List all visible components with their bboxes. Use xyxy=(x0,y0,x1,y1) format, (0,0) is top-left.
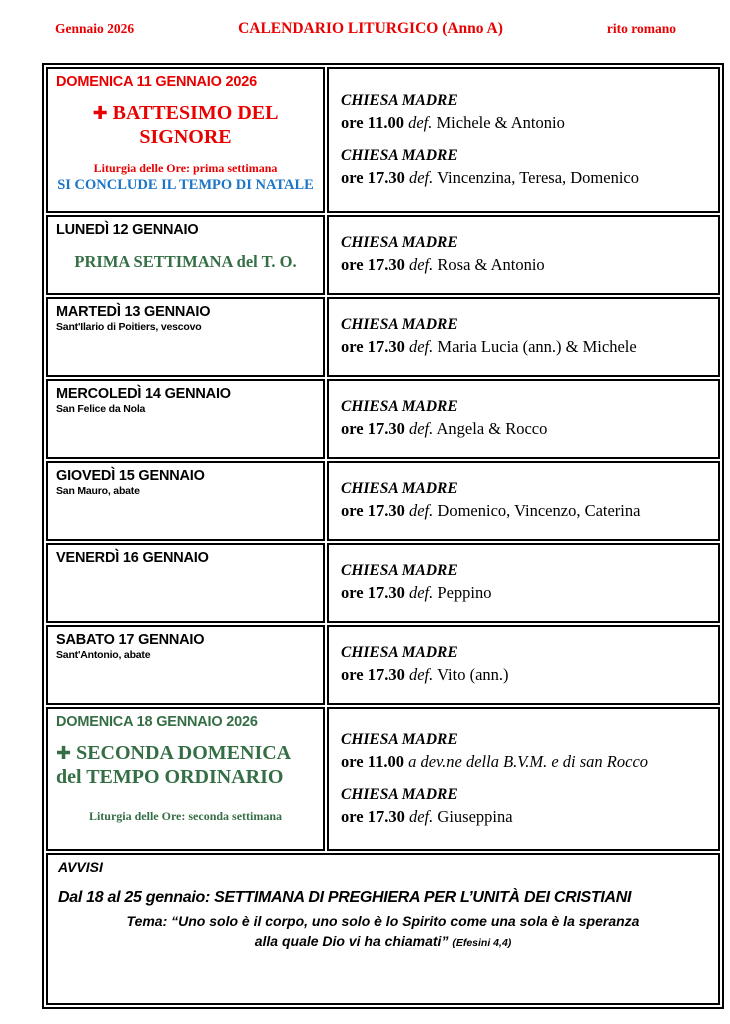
service-entry xyxy=(341,315,710,358)
services-cell xyxy=(327,297,720,377)
services-cell xyxy=(327,67,720,213)
table-row xyxy=(46,215,720,295)
church-name: CHIESA MADRE xyxy=(341,730,458,748)
church-name: CHIESA MADRE xyxy=(341,644,458,662)
feast-title: ✚ BATTESIMO DEL SIGNORE xyxy=(92,102,279,149)
church-name: CHIESA MADRE xyxy=(341,316,458,334)
page-title: CALENDARIO LITURGICO (Anno A) xyxy=(238,20,503,37)
services-cell xyxy=(327,379,720,459)
liturgical-calendar-table xyxy=(42,63,724,1009)
church-name: CHIESA MADRE xyxy=(341,234,458,252)
services-cell xyxy=(327,461,720,541)
saint-of-day: San Mauro, abate xyxy=(56,485,140,498)
mass-intention: ore 11.00 def. Michele & Antonio xyxy=(341,112,565,132)
avvisi-cell xyxy=(46,853,720,1005)
avvisi-theme: Tema: “Uno solo è il corpo, uno solo è lo Spirito come una sola è la speranza alla quale Dio vi ha chiamati” (Efesini 4,4) xyxy=(126,913,640,950)
church-name: CHIESA MADRE xyxy=(341,91,458,109)
saint-of-day: Sant'Ilario di Poitiers, vescovo xyxy=(56,321,202,334)
liturgia-ore-note: Liturgia delle Ore: prima settimana xyxy=(93,161,278,176)
services-cell xyxy=(327,215,720,295)
mass-intention: ore 11.00 a dev.ne della B.V.M. e di san Rocco xyxy=(341,751,649,771)
header-rite: rito romano xyxy=(606,21,676,36)
cross-icon: ✚ xyxy=(92,103,108,125)
services-cell xyxy=(327,707,720,851)
service-entry xyxy=(341,785,710,828)
mass-intention: ore 17.30 def. Domenico, Vincenzo, Caterina xyxy=(341,501,641,521)
church-name: CHIESA MADRE xyxy=(341,786,458,803)
saint-of-day: San Felice da Nola xyxy=(56,403,146,416)
feast-title: PRIMA SETTIMANA del T. O. xyxy=(74,252,297,272)
day-cell-domenica-11 xyxy=(46,67,325,213)
day-title: DOMENICA 18 GENNAIO 2026 xyxy=(56,714,258,730)
season-note: SI CONCLUDE IL TEMPO DI NATALE xyxy=(57,177,314,194)
table-row xyxy=(46,297,720,377)
service-entry xyxy=(341,479,710,522)
day-cell-sabato-17 xyxy=(46,625,325,705)
avvisi-title: AVVISI xyxy=(58,859,103,875)
day-cell-domenica-18 xyxy=(46,707,325,851)
mass-intention: ore 17.30 def. Vincenzina, Teresa, Domenico xyxy=(341,167,639,187)
mass-intention: ore 17.30 def. Rosa & Antonio xyxy=(341,255,545,275)
service-entry xyxy=(341,561,710,604)
day-title: MARTEDÌ 13 GENNAIO xyxy=(56,304,211,320)
service-entry xyxy=(341,730,710,773)
church-name: CHIESA MADRE xyxy=(341,480,458,498)
church-name: CHIESA MADRE xyxy=(341,562,458,580)
day-title: DOMENICA 11 GENNAIO 2026 xyxy=(56,74,257,90)
table-row xyxy=(46,379,720,459)
day-cell-mercoledi-14 xyxy=(46,379,325,459)
mass-intention: ore 17.30 def. Maria Lucia (ann.) & Michele xyxy=(341,337,637,357)
cross-icon: ✚ xyxy=(56,743,72,765)
service-entry xyxy=(341,397,710,440)
liturgia-ore-note: Liturgia delle Ore: seconda settimana xyxy=(88,809,283,824)
day-title: MERCOLEDÌ 14 GENNAIO xyxy=(56,386,231,402)
table-row xyxy=(46,67,720,213)
service-entry xyxy=(341,643,710,686)
table-row xyxy=(46,461,720,541)
mass-intention: ore 17.30 def. Peppino xyxy=(341,583,492,603)
day-cell-martedi-13 xyxy=(46,297,325,377)
church-name: CHIESA MADRE xyxy=(341,398,458,416)
mass-intention: ore 17.30 def. Giuseppina xyxy=(341,806,513,826)
day-title: LUNEDÌ 12 GENNAIO xyxy=(56,222,199,238)
table-row xyxy=(46,707,720,851)
saint-of-day: Sant'Antonio, abate xyxy=(56,649,151,662)
mass-intention: ore 17.30 def. Angela & Rocco xyxy=(341,419,548,439)
day-cell-lunedi-12 xyxy=(46,215,325,295)
page-header xyxy=(0,0,730,38)
service-entry xyxy=(341,146,710,189)
table-row xyxy=(46,543,720,623)
services-cell xyxy=(327,625,720,705)
service-entry xyxy=(341,233,710,276)
day-cell-giovedi-15 xyxy=(46,461,325,541)
day-title: GIOVEDÌ 15 GENNAIO xyxy=(56,468,205,484)
day-title: SABATO 17 GENNAIO xyxy=(56,632,205,648)
services-cell xyxy=(327,543,720,623)
mass-intention: ore 17.30 def. Vito (ann.) xyxy=(341,665,509,685)
day-cell-venerdi-16 xyxy=(46,543,325,623)
feast-title: ✚ SECONDA DOMENICA del TEMPO ORDINARIO xyxy=(56,742,292,789)
avvisi-announcement: Dal 18 al 25 gennaio: SETTIMANA DI PREGHIERA PER L’UNITÀ DEI CRISTIANI xyxy=(58,889,632,906)
day-title: VENERDÌ 16 GENNAIO xyxy=(56,550,209,566)
table-row xyxy=(46,625,720,705)
table-row xyxy=(46,853,720,1005)
scripture-reference: (Efesini 4,4) xyxy=(452,937,512,950)
service-entry xyxy=(341,91,710,134)
header-month: Gennaio 2026 xyxy=(55,21,135,36)
church-name: CHIESA MADRE xyxy=(341,147,458,164)
